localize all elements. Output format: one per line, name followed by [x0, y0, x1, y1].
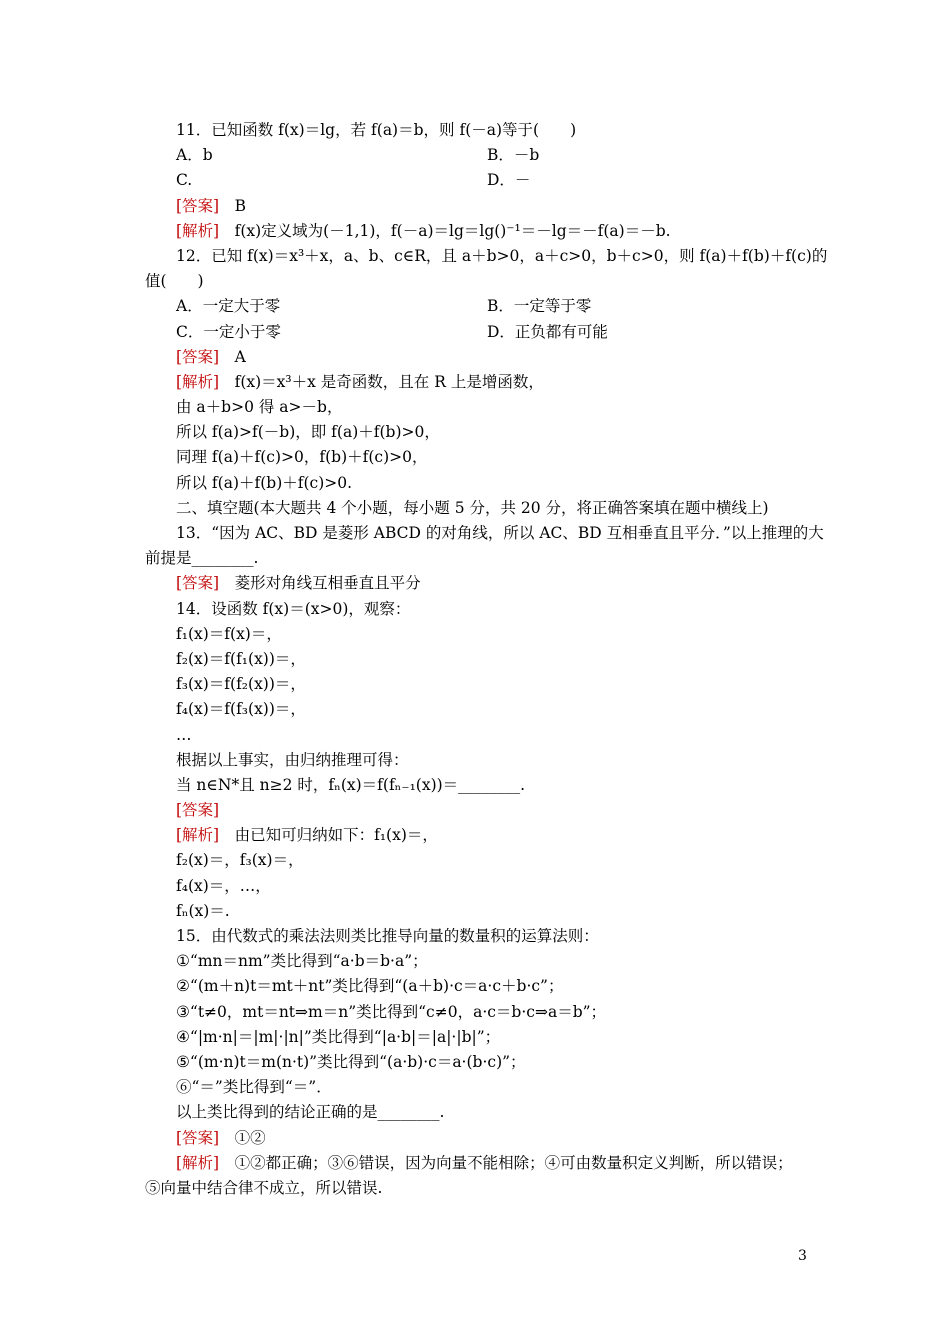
q12-step: 同理 f(a)＋f(c)>0，f(b)＋f(c)>0，: [176, 448, 428, 467]
analysis-text: f(x)＝x³＋x 是奇函数，且在 R 上是增函数，: [219, 372, 544, 391]
q15-item: ②“(m＋n)t＝mt＋nt”类比得到“(a＋b)·c＝a·c＋b·c”；: [176, 977, 564, 996]
q14-line: …: [176, 725, 192, 744]
q11-analysis: [145, 219, 810, 244]
q13-stem-line2: 前提是________.: [145, 549, 259, 568]
q12-options-ab: [145, 294, 810, 319]
q11-answer: [145, 194, 810, 219]
answer-tag: [答案]: [176, 574, 220, 593]
q12-option-d: D．正负都有可能: [487, 322, 608, 341]
q14-line: f₄(x)＝f(f₃(x))＝，: [176, 700, 306, 719]
q15-item: ①“mn＝nm”类比得到“a·b＝b·a”；: [176, 952, 428, 971]
page-content: [145, 118, 828, 1201]
q15-answer: [145, 1126, 810, 1151]
answer-tag: [答案]: [176, 1128, 220, 1147]
analysis-text: ①②都正确；③⑥错误，因为向量不能相除；④可由数量积定义判断，所以错误；: [219, 1153, 793, 1172]
q12-option-a: A．一定大于零: [176, 297, 281, 316]
q14-line: f₂(x)＝f(f₁(x))＝，: [176, 649, 306, 668]
answer-tag: [答案]: [176, 801, 220, 820]
analysis-text: 由已知可归纳如下：f₁(x)＝，: [219, 826, 438, 845]
q12-stem-line2: 值( ): [145, 272, 204, 291]
q11-option-a: A．b: [176, 146, 213, 165]
q14-stem: 14．设函数 f(x)＝(x>0)，观察：: [176, 599, 411, 618]
q14-step: f₂(x)＝，f₃(x)＝，: [176, 851, 304, 870]
q12-analysis: [145, 370, 810, 395]
q15-item: 以上类比得到的结论正确的是________.: [176, 1103, 445, 1122]
analysis-tag: [解析]: [176, 1153, 220, 1172]
q11-option-d: D．－: [487, 171, 531, 190]
analysis-text: f(x)定义域为(－1,1)，f(－a)＝lg＝lg()⁻¹＝－lg＝－f(a)＝－b.: [219, 221, 671, 240]
answer-text: A: [219, 347, 246, 366]
q15-item: ⑥“＝”类比得到“＝”．: [176, 1078, 332, 1097]
q12-stem-line1: 12．已知 f(x)＝x³＋x，a、b、c∈R，且 a＋b>0，a＋c>0，b＋c>0，则 f(a)＋f(b)＋f(c)的: [176, 246, 828, 265]
q15-stem: 15．由代数式的乘法法则类比推导向量的数量积的运算法则：: [176, 927, 599, 945]
analysis-tag: [解析]: [176, 372, 220, 391]
q15-item: ⑤“(m·n)t＝m(n·t)”类比得到“(a·b)·c＝a·(b·c)”；: [176, 1052, 526, 1071]
q14-line: f₁(x)＝f(x)＝，: [176, 624, 282, 643]
q15-item: ③“t≠0，mt＝nt⇒m＝n”类比得到“c≠0，a·c＝b·c⇒a＝b”；: [176, 1002, 607, 1021]
analysis-tag: [解析]: [176, 826, 220, 845]
q14-answer: [145, 798, 810, 823]
section-heading: 二、填空题(本大题共 4 个小题，每小题 5 分，共 20 分，将正确答案填在题中横线上): [176, 498, 769, 517]
q15-analysis-line2: ⑤向量中结合律不成立，所以错误.: [145, 1178, 383, 1197]
answer-tag: [答案]: [176, 347, 220, 366]
answer-text: ①②: [219, 1128, 266, 1147]
answer-text: 菱形对角线互相垂直且平分: [219, 574, 421, 593]
q12-answer: [145, 345, 810, 370]
q11-stem: 11．已知函数 f(x)＝lg，若 f(a)＝b，则 f(－a)等于( ): [176, 121, 577, 139]
q13-answer: [145, 571, 810, 596]
q14-line: 当 n∈N*且 n≥2 时，fₙ(x)＝f(fₙ₋₁(x))＝________.: [176, 775, 526, 794]
q11-options-ab: [145, 143, 810, 168]
q12-step: 所以 f(a)>f(－b)，即 f(a)＋f(b)>0，: [176, 423, 440, 442]
q14-analysis: [145, 823, 810, 848]
q12-options-cd: [145, 320, 810, 345]
q14-step: f₄(x)＝，…，: [176, 876, 271, 895]
q11-option-c: C.: [176, 171, 193, 190]
q13-stem-line1: 13．“因为 AC、BD 是菱形 ABCD 的对角线，所以 AC、BD 互相垂直且平分．”以上推理的大: [176, 524, 824, 542]
q12-option-b: B．一定等于零: [487, 297, 592, 316]
q11-option-b: B．－b: [487, 146, 540, 165]
q12-step: 由 a＋b>0 得 a>－b，: [176, 398, 343, 417]
page-number: 3: [798, 1248, 807, 1264]
q14-line: 根据以上事实，由归纳推理可得：: [176, 750, 409, 769]
analysis-tag: [解析]: [176, 221, 220, 240]
q15-analysis: [145, 1151, 810, 1176]
q12-option-c: C．一定小于零: [176, 322, 281, 341]
q11-options-cd: [145, 168, 810, 193]
q14-step: fₙ(x)＝.: [176, 901, 230, 920]
answer-text: B: [219, 196, 246, 215]
q14-line: f₃(x)＝f(f₂(x))＝，: [176, 675, 306, 694]
q12-step: 所以 f(a)＋f(b)＋f(c)>0.: [176, 473, 353, 492]
q15-item: ④“|m·n|＝|m|·|n|”类比得到“|a·b|＝|a|·|b|”；: [176, 1027, 501, 1046]
answer-tag: [答案]: [176, 196, 220, 215]
